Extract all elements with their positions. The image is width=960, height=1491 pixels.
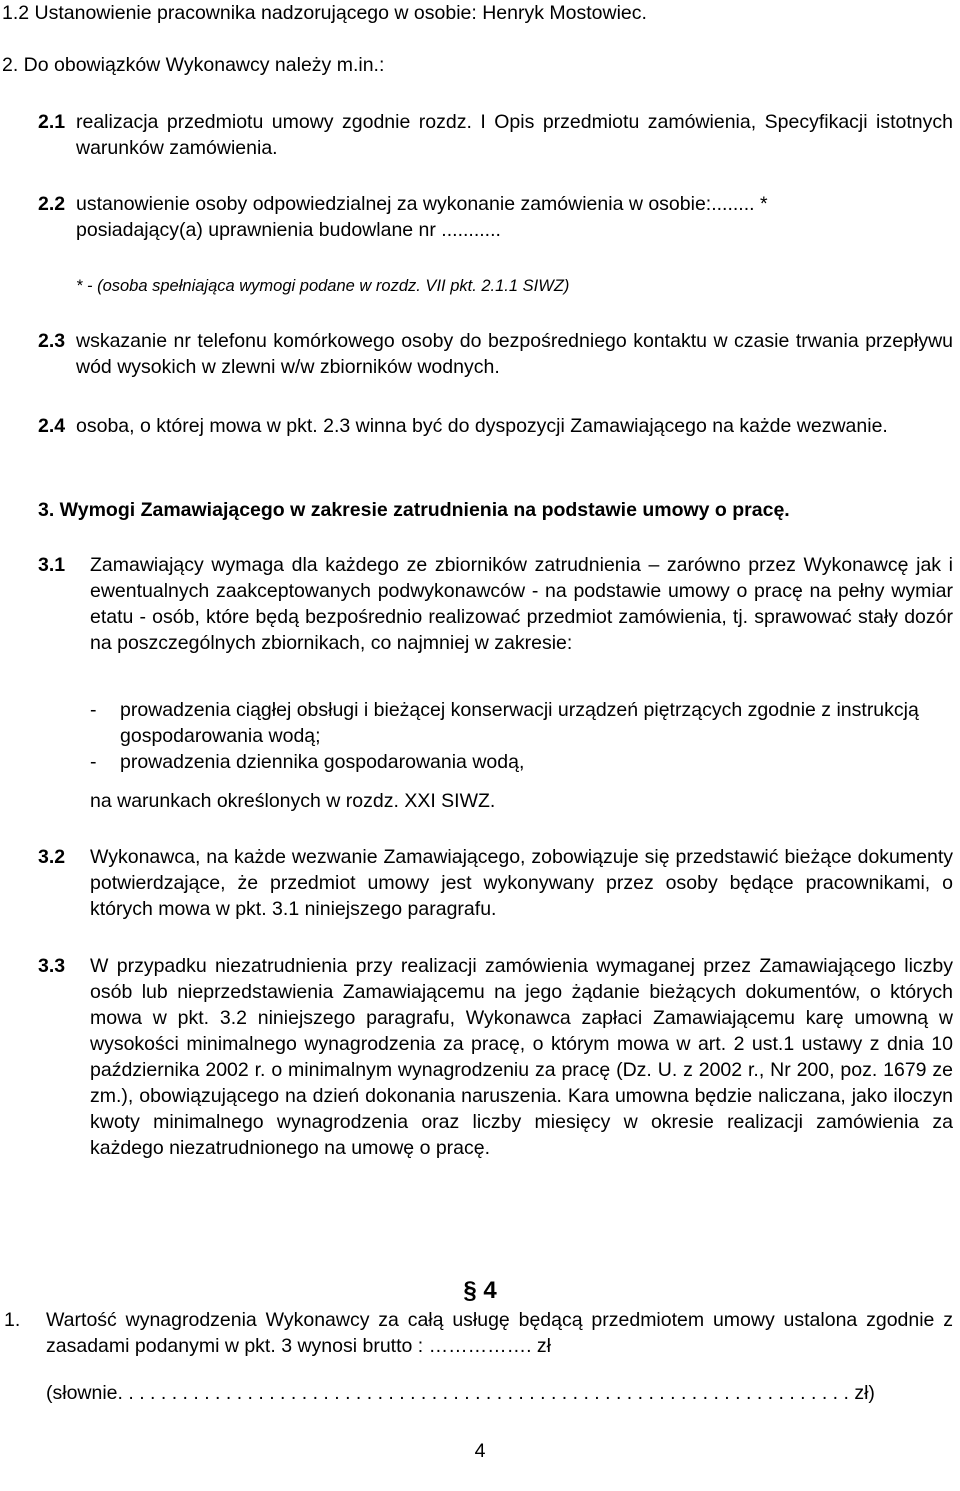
footnote xyxy=(76,272,953,299)
paragraph-2-4 xyxy=(38,413,953,439)
paragraph-1-2 xyxy=(2,0,952,26)
paragraph-3-2 xyxy=(38,844,953,922)
page-number xyxy=(0,1438,960,1464)
paragraph-3-1-text: Zamawiający wymaga dla każdego ze zbiorników zatrudnienia – zarówno przez Wykonawcę jak i ewentualnych zaakceptowanych podwykonawców - na podstawie umowy o pracę na pełny wymiar etatu - osób, które będą bezpośrednio realizować przedmiot zamówienia, tj. sprawować stały dozór na poszczególnych zbiornikach, co najmniej w zakresie: xyxy=(90,554,953,654)
paragraph-1-2-text: 1.2 Ustanowienie pracownika nadzorującego w osobie: Henryk Mostowiec. xyxy=(2,2,647,24)
bullet-dash: - xyxy=(90,699,97,721)
paragraph-3-1-number: 3.1 xyxy=(38,554,66,576)
paragraph-2-3-text: wskazanie nr telefonu komórkowego osoby do bezpośredniego kontaktu w czasie trwania przepływu wód wysokich w zlewni w/w zbiorników wodnych. xyxy=(76,330,953,378)
paragraph-3-2-number: 3.2 xyxy=(38,846,66,868)
paragraph-3-3 xyxy=(38,953,953,1161)
slownie-text: (słownie. . . . . . . . . . . . . . . . . . . . . . . . . . . . . . . . . . . . . . . . . . . . . . . . . . . . . . . . . . . . . . . . . . . . zł) xyxy=(46,1382,875,1404)
page-number-text: 4 xyxy=(474,1440,486,1462)
footnote-text: * - (osoba spełniająca wymogi podane w rozdz. VII pkt. 2.1.1 SIWZ) xyxy=(76,277,570,295)
paragraph-3-1-end-text: na warunkach określonych w rozdz. XXI SIWZ. xyxy=(90,790,496,812)
paragraph-2-1-text: realizacja przedmiotu umowy zgodnie rozdz. I Opis przedmiotu zamówienia, Specyfikacji istotnych warunków zamówienia. xyxy=(76,111,953,159)
paragraph-2-2-line-2: posiadający(a) uprawnienia budowlane nr ........... xyxy=(76,219,501,241)
section-4-paragraph-1-number: 1. xyxy=(4,1309,21,1331)
paragraph-2-2-number: 2.2 xyxy=(38,193,66,215)
paragraph-3-1-end xyxy=(90,788,953,814)
list-item xyxy=(90,697,953,749)
list-item-text: prowadzenia ciągłej obsługi i bieżącej konserwacji urządzeń piętrzących zgodnie z instrukcją gospodarowania wodą; xyxy=(120,699,919,747)
bullet-list xyxy=(90,697,953,775)
paragraph-2-1-number: 2.1 xyxy=(38,111,66,133)
heading-3 xyxy=(38,497,953,523)
heading-3-text: 3. Wymogi Zamawiającego w zakresie zatrudnienia na podstawie umowy o pracę. xyxy=(38,499,790,521)
section-heading-text: § 4 xyxy=(463,1277,497,1304)
paragraph-2-3-number: 2.3 xyxy=(38,330,66,352)
paragraph-2-4-number: 2.4 xyxy=(38,415,66,437)
slownie-line xyxy=(46,1380,956,1406)
list-item xyxy=(90,749,953,775)
paragraph-2-text: 2. Do obowiązków Wykonawcy należy m.in.: xyxy=(2,54,385,76)
section-4-paragraph-1-text: Wartość wynagrodzenia Wykonawcy za całą usługę będącą przedmiotem umowy ustalona zgodnie z zasadami podanymi w pkt. 3 wynosi brutto : ……………. zł xyxy=(46,1309,953,1357)
section-heading xyxy=(0,1275,960,1307)
paragraph-3-3-number: 3.3 xyxy=(38,955,66,977)
paragraph-2-2-line-1: ustanowienie osoby odpowiedzialnej za wykonanie zamówienia w osobie:........ * xyxy=(76,193,768,215)
bullet-dash: - xyxy=(90,751,97,773)
paragraph-2-3 xyxy=(38,328,953,380)
section-4-paragraph-1 xyxy=(4,1307,953,1359)
paragraph-3-3-text: W przypadku niezatrudnienia przy realizacji zamówienia wymaganej przez Zamawiającego liczby osób lub nieprzedstawienia Zamawiającemu na jego żądanie bieżących dokumentów, o których mowa w pkt. 3.2 niniejszego paragrafu, Wykonawca zapłaci Zamawiającemu karę umowną w wysokości minimalnego wynagrodzenia za pracę, o którym mowa w art. 2 ust.1 ustawy z dnia 10 października 2002 r. o minimalnym wynagrodzeniu za pracę (Dz. U. z 2002 r., Nr 200, poz. 1679 ze zm.), obowiązującego na dzień dokonania naruszenia. Kara umowna będzie naliczana, jako iloczyn kwoty minimalnego wynagrodzenia oraz liczby miesięcy w okresie realizacji zamówienia za każdego niezatrudnionego na umowę o pracę. xyxy=(90,955,953,1159)
paragraph-2-4-text: osoba, o której mowa w pkt. 2.3 winna być do dyspozycji Zamawiającego na każde wezwanie. xyxy=(76,415,888,437)
paragraph-3-2-text: Wykonawca, na każde wezwanie Zamawiającego, zobowiązuje się przedstawić bieżące dokumenty potwierdzające, że przedmiot umowy jest wykonywany przez osoby będące pracownikami, o których mowa w pkt. 3.1 niniejszego paragrafu. xyxy=(90,846,953,920)
paragraph-3-1 xyxy=(38,552,953,656)
paragraph-2 xyxy=(2,52,952,78)
list-item-text: prowadzenia dziennika gospodarowania wodą, xyxy=(120,751,525,773)
paragraph-2-1 xyxy=(38,109,953,161)
paragraph-2-2 xyxy=(38,191,953,243)
